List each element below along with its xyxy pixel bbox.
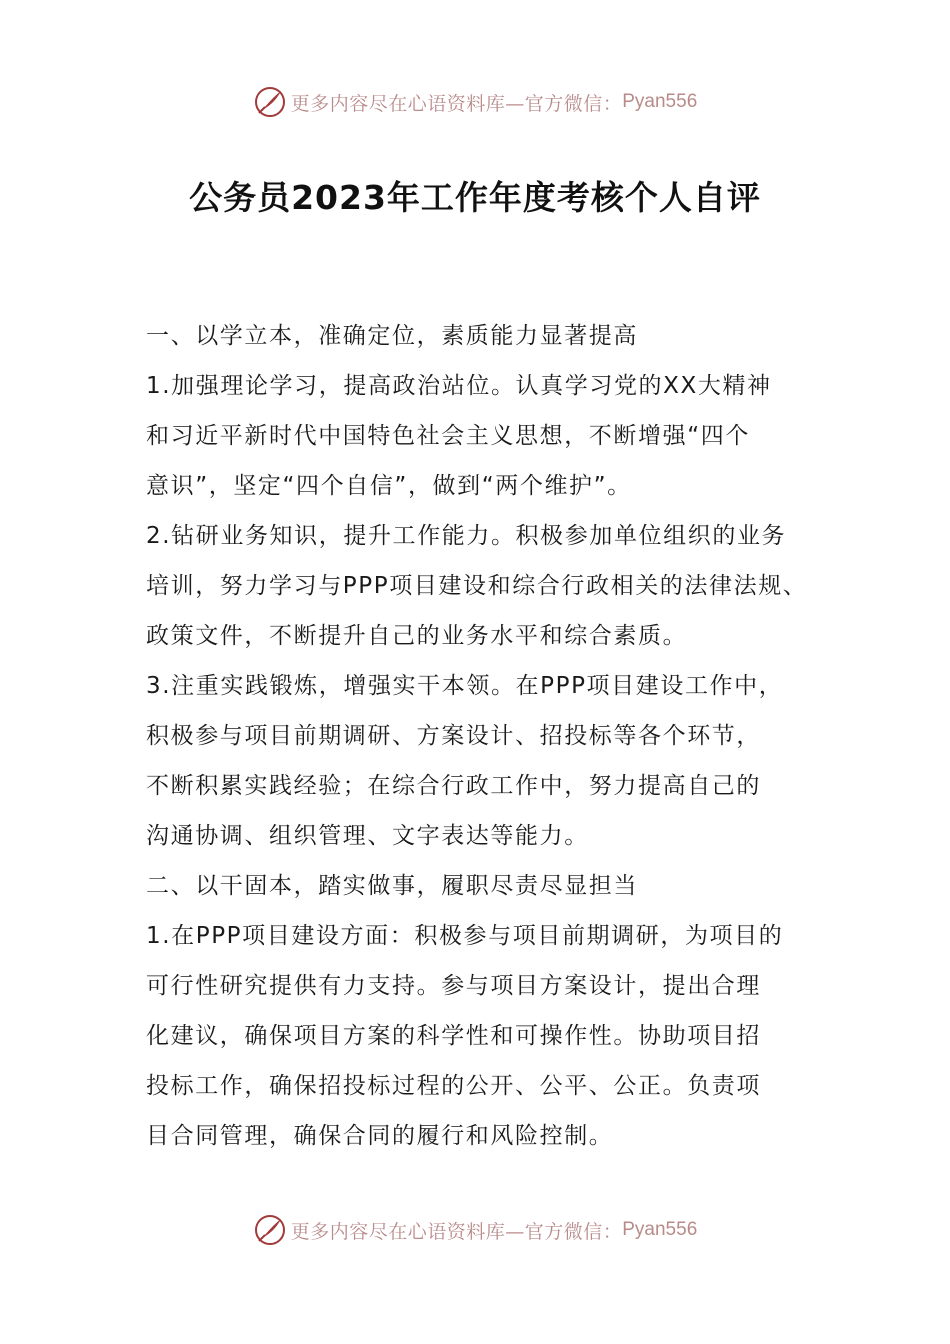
watermark-account: Pyan556 bbox=[622, 1219, 698, 1240]
paragraph-line: 和习近平新时代中国特色社会主义思想，不断增强“四个 bbox=[146, 423, 750, 449]
paragraph-line: 政策文件，不断提升自己的业务水平和综合素质。 bbox=[146, 623, 688, 649]
paragraph-line: 化建议，确保项目方案的科学性和可操作性。协助项目招 bbox=[146, 1023, 761, 1049]
paragraph-line: 投标工作，确保招投标过程的公开、公平、公正。负责项 bbox=[146, 1073, 761, 1099]
paragraph-line: 目合同管理，确保合同的履行和风险控制。 bbox=[146, 1123, 614, 1149]
watermark-text: 更多内容尽在心语资料库—官方微信： bbox=[290, 1220, 623, 1243]
paragraph-line: 2.钻研业务知识，提升工作能力。积极参加单位组织的业务 bbox=[146, 523, 787, 549]
section-heading: 一、以学立本，准确定位，素质能力显著提高 bbox=[146, 323, 638, 349]
header-watermark bbox=[0, 82, 950, 122]
paragraph-line: 意识”，坚定“四个自信”，做到“两个维护”。 bbox=[146, 473, 632, 499]
paragraph-line: 1.在PPP项目建设方面：积极参与项目前期调研，为项目的 bbox=[146, 923, 784, 949]
watermark-text: 更多内容尽在心语资料库—官方微信： bbox=[290, 92, 623, 115]
paragraph-line: 3.注重实践锻炼，增强实干本领。在PPP项目建设工作中， bbox=[146, 673, 784, 699]
quill-logo-icon bbox=[253, 85, 287, 119]
document-body bbox=[146, 311, 826, 1161]
paragraph-line: 不断积累实践经验；在综合行政工作中，努力提高自己的 bbox=[146, 773, 761, 799]
paragraph-line: 1.加强理论学习，提高政治站位。认真学习党的XX大精神 bbox=[146, 373, 772, 399]
paragraph-line: 可行性研究提供有力支持。参与项目方案设计，提出合理 bbox=[146, 973, 761, 999]
document-title: 公务员2023年工作年度考核个人自评 bbox=[189, 178, 761, 217]
section-heading: 二、以干固本，踏实做事，履职尽责尽显担当 bbox=[146, 873, 638, 899]
paragraph-line: 积极参与项目前期调研、方案设计、招投标等各个环节， bbox=[146, 723, 761, 749]
footer-watermark bbox=[0, 1210, 950, 1250]
paragraph-line: 培训，努力学习与PPP项目建设和综合行政相关的法律法规、 bbox=[146, 573, 808, 599]
watermark-account: Pyan556 bbox=[622, 91, 698, 112]
quill-logo-icon bbox=[253, 1213, 287, 1247]
paragraph-line: 沟通协调、组织管理、文字表达等能力。 bbox=[146, 823, 589, 849]
